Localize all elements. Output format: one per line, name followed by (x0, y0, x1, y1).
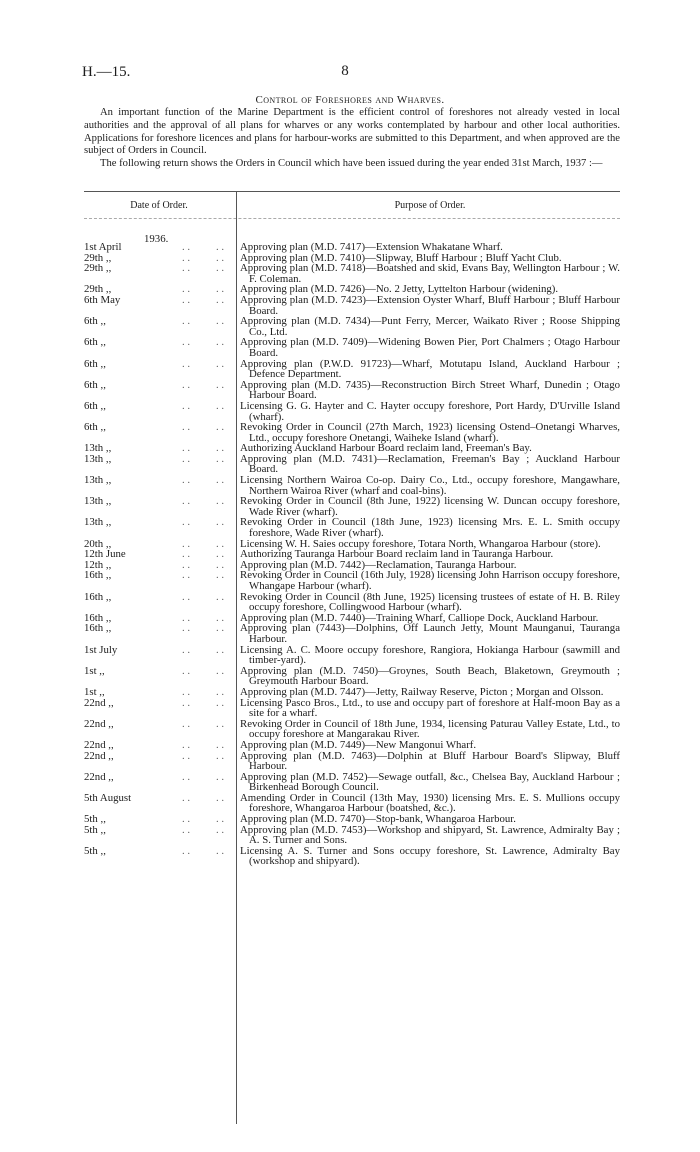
order-purpose: Approving plan (M.D. 7452)—Sewage outfall, &c., Chelsea Bay, Auckland Harbour ; Birkenhead Borough Council. (240, 770, 620, 794)
table-row (84, 698, 624, 719)
intro-paragraph: The following return shows the Orders in Council which have been issued during the year ended 31st March, 1937 :— (100, 158, 603, 170)
order-purpose: Approving plan (M.D. 7435)—Reconstruction Birch Street Wharf, Dunedin ; Otago Harbour Board. (240, 378, 620, 402)
order-purpose: Licensing W. H. Saies occupy foreshore, Totara North, Whangaroa Harbour (store). (240, 537, 601, 550)
table-row (84, 570, 624, 591)
order-date: 20th ,, (84, 537, 112, 550)
leader-dots: . . (216, 452, 225, 465)
order-date: 6th ,, (84, 399, 106, 412)
table-row (84, 793, 624, 814)
order-purpose: Revoking Order in Council (8th June, 1925) licensing trustees of estate of H. B. Riley occupy foreshore, Collingwood Harbour (wharf). (240, 590, 620, 614)
table-row (84, 740, 624, 751)
order-date: 13th ,, (84, 495, 112, 508)
order-purpose: Approving plan (7443)—Dolphins, Off Launch Jetty, Mount Maunganui, Tauranga Harbour. (240, 622, 620, 645)
order-date: 29th ,, (84, 251, 112, 264)
leader-dots: . . (182, 421, 191, 434)
order-purpose: Licensing Northern Wairoa Co-op. Dairy Co., Ltd., occupy foreshore, Mangawhare, Northern Wairoa River (wharf and coal-bins). (240, 474, 620, 497)
leader-dots: . . (182, 495, 191, 508)
order-purpose: Revoking Order in Council (8th June, 1922) licensing W. Duncan occupy foreshore, Wade River (wharf). (240, 495, 620, 518)
order-purpose: Licensing Pasco Bros., Ltd., to use and occupy part of foreshore at Half-moon Bay as a site for a wharf. (240, 696, 620, 720)
table-row (84, 380, 624, 401)
order-date-cell (84, 242, 236, 253)
leader-dots: . . (216, 495, 225, 508)
order-purpose: Approving plan (M.D. 7417)—Extension Whakatane Wharf. (240, 241, 503, 253)
leader-dots: . . (182, 590, 191, 603)
order-date-cell (84, 496, 236, 517)
leader-dots: . . (182, 283, 191, 296)
order-date-cell (84, 295, 236, 316)
table-row (84, 517, 624, 538)
leader-dots: . . (216, 251, 225, 264)
leader-dots: . . (216, 421, 225, 434)
order-date: 13th ,, (84, 516, 112, 529)
leader-dots: . . (182, 336, 191, 349)
order-date: 6th ,, (84, 315, 106, 328)
leader-dots: . . (182, 399, 191, 412)
leader-dots: . . (216, 315, 225, 328)
leader-dots: . . (182, 474, 191, 487)
order-date: 22nd ,, (84, 749, 114, 762)
order-date: 5th ,, (84, 823, 106, 836)
leader-dots: . . (216, 558, 225, 571)
order-date-cell (84, 740, 236, 751)
leader-dots: . . (182, 717, 191, 730)
leader-dots: . . (182, 749, 191, 762)
order-date-cell (84, 687, 236, 698)
order-purpose: Approving plan (M.D. 7463)—Dolphin at Bluff Harbour Board's Slipway, Bluff Harbour. (240, 749, 620, 773)
table-row (84, 475, 624, 496)
order-date-cell (84, 570, 236, 591)
table-row (84, 337, 624, 358)
table-row (84, 295, 624, 316)
order-purpose: Approving plan (M.D. 7442)—Reclamation, Tauranga Harbour. (240, 558, 517, 571)
leader-dots: . . (182, 664, 191, 677)
intro-paragraph: An important function of the Marine Department is the efficient control of foreshores not already vested in local authorities and the approval of all plans for wharves or any works contemplated by harbour and other local authorities. Applications for foreshore licences and plans for harbour-works are submitted to this Department, and when approved are the subject of Orders in Council. (84, 107, 620, 157)
leader-dots: . . (182, 293, 191, 306)
leader-dots: . . (182, 357, 191, 370)
leader-dots: . . (182, 516, 191, 529)
order-date: 13th ,, (84, 452, 112, 465)
order-date: 16th ,, (84, 611, 112, 624)
order-purpose: Revoking Order in Council (18th June, 1923) licensing Mrs. E. L. Smith occupy foreshore, Wade River (wharf). (240, 516, 620, 540)
leader-dots: . . (216, 749, 225, 762)
order-date-cell (84, 751, 236, 772)
leader-dots: . . (216, 548, 225, 561)
leader-dots: . . (216, 399, 225, 412)
order-purpose: Approving plan (M.D. 7423)—Extension Oyster Wharf, Bluff Harbour ; Bluff Harbour Board. (240, 293, 620, 317)
order-date-cell (84, 517, 236, 538)
order-date: 13th ,, (84, 442, 112, 455)
order-date: 1st ,, (84, 664, 105, 677)
order-date: 6th ,, (84, 378, 106, 391)
order-date-cell (84, 793, 236, 814)
leader-dots: . . (182, 378, 191, 391)
leader-dots: . . (182, 844, 191, 857)
order-purpose: Approving plan (M.D. 7418)—Boatshed and skid, Evans Bay, Wellington Harbour ; W. F. Coleman. (240, 262, 620, 285)
order-purpose: Revoking Order in Council (16th July, 1928) licensing John Harrison occupy foreshore, Whangape Harbour (wharf). (240, 569, 620, 592)
order-date-cell (84, 814, 236, 825)
table-row (84, 422, 624, 443)
order-date-cell (84, 719, 236, 740)
leader-dots: . . (216, 336, 225, 349)
leader-dots: . . (216, 590, 225, 603)
table-row (84, 263, 624, 284)
leader-dots: . . (216, 611, 225, 624)
table-top-rule (84, 191, 620, 192)
table-row (84, 592, 624, 613)
leader-dots: . . (182, 251, 191, 264)
order-date-cell (84, 316, 236, 337)
leader-dots: . . (216, 537, 225, 550)
order-purpose: Approving plan (M.D. 7450)—Groynes, South Beach, Blaketown, Greymouth ; Greymouth Harbour Board. (240, 664, 620, 688)
order-purpose: Amending Order in Council (13th May, 1930) licensing Mrs. E. S. Mullions occupy foreshore, Whangaroa Harbour (boatshed, &c.). (240, 791, 620, 815)
order-date: 1st ,, (84, 685, 105, 698)
table-row (84, 772, 624, 793)
order-purpose: Approving plan (M.D. 7440)—Training Wharf, Calliope Dock, Auckland Harbour. (240, 611, 599, 624)
table-row (84, 242, 624, 253)
order-purpose: Approving plan (M.D. 7434)—Punt Ferry, Mercer, Waikato River ; Roose Shipping Co., Ltd. (240, 315, 620, 338)
table-row (84, 687, 624, 698)
order-date-cell (84, 337, 236, 358)
leader-dots: . . (182, 262, 191, 275)
leader-dots: . . (182, 770, 191, 783)
order-date-cell (84, 475, 236, 496)
order-purpose: Revoking Order in Council of 18th June, 1934, licensing Paturau Valley Estate, Ltd., to occupy foreshore at Mangarakau River. (240, 717, 620, 741)
leader-dots: . . (216, 823, 225, 836)
order-purpose: Licensing A. S. Turner and Sons occupy foreshore, St. Lawrence, Admiralty Bay (workshop and shipyard). (240, 844, 620, 868)
leader-dots: . . (216, 357, 225, 370)
order-date-cell (84, 772, 236, 793)
order-date: 1st July (84, 643, 118, 656)
order-date-cell (84, 454, 236, 475)
order-purpose: Approving plan (M.D. 7410)—Slipway, Bluff Harbour ; Bluff Yacht Club. (240, 251, 562, 264)
order-date-cell (84, 422, 236, 443)
table-row (84, 645, 624, 666)
order-purpose: Authorizing Tauranga Harbour Board reclaim land in Tauranga Harbour. (240, 548, 554, 561)
order-date: 12th June (84, 548, 126, 561)
leader-dots: . . (182, 823, 191, 836)
table-row (84, 496, 624, 517)
order-date: 13th ,, (84, 474, 112, 487)
order-date-cell (84, 401, 236, 422)
order-date-cell (84, 846, 236, 867)
order-date-cell (84, 698, 236, 719)
order-purpose: Revoking Order in Council (27th March, 1923) licensing Ostend–Onetangi Wharves, Ltd., occupy foreshore Onetangi, Waiheke Island (wharf). (240, 421, 620, 444)
leader-dots: . . (216, 813, 225, 826)
orders-table (84, 242, 624, 867)
table-row (84, 359, 624, 380)
table-row (84, 666, 624, 687)
column-header-purpose: Purpose of Order. (394, 200, 466, 211)
leader-dots: . . (182, 537, 191, 550)
leader-dots: . . (216, 770, 225, 783)
page-number: 8 (341, 63, 349, 79)
leader-dots: . . (182, 611, 191, 624)
order-date: 22nd ,, (84, 696, 114, 709)
order-date-cell (84, 263, 236, 284)
order-date: 12th ,, (84, 558, 112, 571)
table-row (84, 623, 624, 644)
table-row (84, 316, 624, 337)
order-purpose: Approving plan (M.D. 7453)—Workshop and shipyard, St. Lawrence, Admiralty Bay ; A. S. Turner and Sons. (240, 823, 620, 847)
leader-dots: . . (216, 378, 225, 391)
leader-dots: . . (182, 558, 191, 571)
order-date: 5th ,, (84, 844, 106, 857)
order-date-cell (84, 359, 236, 380)
order-purpose: Licensing G. G. Hayter and C. Hayter occupy foreshore, Port Hardy, D'Urville Island (wharf). (240, 399, 620, 423)
leader-dots: . . (216, 791, 225, 804)
series-number: H.—15. (82, 64, 131, 80)
order-date-cell (84, 380, 236, 401)
order-date: 6th ,, (84, 421, 106, 434)
order-date: 16th ,, (84, 569, 112, 582)
section-title: Control of Foreshores and Wharves. (255, 94, 445, 106)
intro-text (84, 107, 620, 171)
leader-dots: . . (216, 283, 225, 296)
leader-dots: . . (182, 813, 191, 826)
order-date-cell (84, 645, 236, 666)
order-date: 22nd ,, (84, 717, 114, 730)
table-row (84, 825, 624, 846)
order-purpose: Licensing A. C. Moore occupy foreshore, Rangiora, Hokianga Harbour (sawmill and timber-yard). (240, 643, 620, 667)
table-header-rule (84, 218, 620, 219)
leader-dots: . . (182, 452, 191, 465)
order-date-cell (84, 825, 236, 846)
table-row (84, 719, 624, 740)
leader-dots: . . (216, 262, 225, 275)
leader-dots: . . (216, 844, 225, 857)
leader-dots: . . (216, 664, 225, 677)
order-date: 5th August (84, 791, 132, 804)
order-purpose: Approving plan (M.D. 7431)—Reclamation, Freeman's Bay ; Auckland Harbour Board. (240, 452, 620, 476)
leader-dots: . . (216, 685, 225, 698)
order-date: 29th ,, (84, 262, 112, 275)
order-date: 22nd ,, (84, 770, 114, 783)
order-date: 29th ,, (84, 283, 112, 296)
leader-dots: . . (216, 569, 225, 582)
leader-dots: . . (182, 315, 191, 328)
leader-dots: . . (182, 622, 191, 635)
order-purpose: Approving plan (M.D. 7449)—New Mangonui Wharf. (240, 738, 477, 751)
leader-dots: . . (216, 474, 225, 487)
table-row (84, 846, 624, 867)
leader-dots: . . (216, 643, 225, 656)
leader-dots: . . (182, 548, 191, 561)
table-row (84, 401, 624, 422)
leader-dots: . . (182, 241, 191, 253)
order-purpose: Approving plan (M.D. 7426)—No. 2 Jetty, Lyttelton Harbour (widening). (240, 283, 559, 296)
leader-dots: . . (216, 717, 225, 730)
order-date: 16th ,, (84, 622, 112, 635)
leader-dots: . . (182, 442, 191, 455)
order-purpose: Approving plan (M.D. 7447)—Jetty, Railway Reserve, Picton ; Morgan and Olsson. (240, 685, 604, 698)
leader-dots: . . (182, 696, 191, 709)
order-date-cell (84, 623, 236, 644)
leader-dots: . . (182, 685, 191, 698)
order-date: 1st April (84, 241, 122, 253)
leader-dots: . . (216, 241, 225, 253)
order-purpose: Approving plan (M.D. 7470)—Stop-bank, Whangaroa Harbour. (240, 813, 516, 826)
order-date: 6th ,, (84, 357, 106, 370)
order-date-cell (84, 592, 236, 613)
order-date-cell (84, 666, 236, 687)
order-date: 16th ,, (84, 590, 112, 603)
leader-dots: . . (216, 738, 225, 751)
table-row (84, 454, 624, 475)
leader-dots: . . (182, 791, 191, 804)
order-date: 5th ,, (84, 813, 106, 826)
order-date: 6th May (84, 293, 121, 306)
table-row (84, 751, 624, 772)
leader-dots: . . (216, 442, 225, 455)
leader-dots: . . (182, 738, 191, 751)
order-purpose: Approving plan (P.W.D. 91723)—Wharf, Motutapu Island, Auckland Harbour ; Defence Department. (240, 357, 620, 381)
year-label: 1936. (144, 233, 169, 245)
column-header-date: Date of Order. (130, 200, 188, 211)
leader-dots: . . (182, 643, 191, 656)
order-date: 6th ,, (84, 336, 106, 349)
order-purpose: Authorizing Auckland Harbour Board reclaim land, Freeman's Bay. (240, 442, 532, 455)
order-date: 22nd ,, (84, 738, 114, 751)
leader-dots: . . (182, 569, 191, 582)
leader-dots: . . (216, 622, 225, 635)
order-purpose: Approving plan (M.D. 7409)—Widening Bowen Pier, Port Chalmers ; Otago Harbour Board. (240, 336, 620, 359)
leader-dots: . . (216, 696, 225, 709)
leader-dots: . . (216, 293, 225, 306)
leader-dots: . . (216, 516, 225, 529)
